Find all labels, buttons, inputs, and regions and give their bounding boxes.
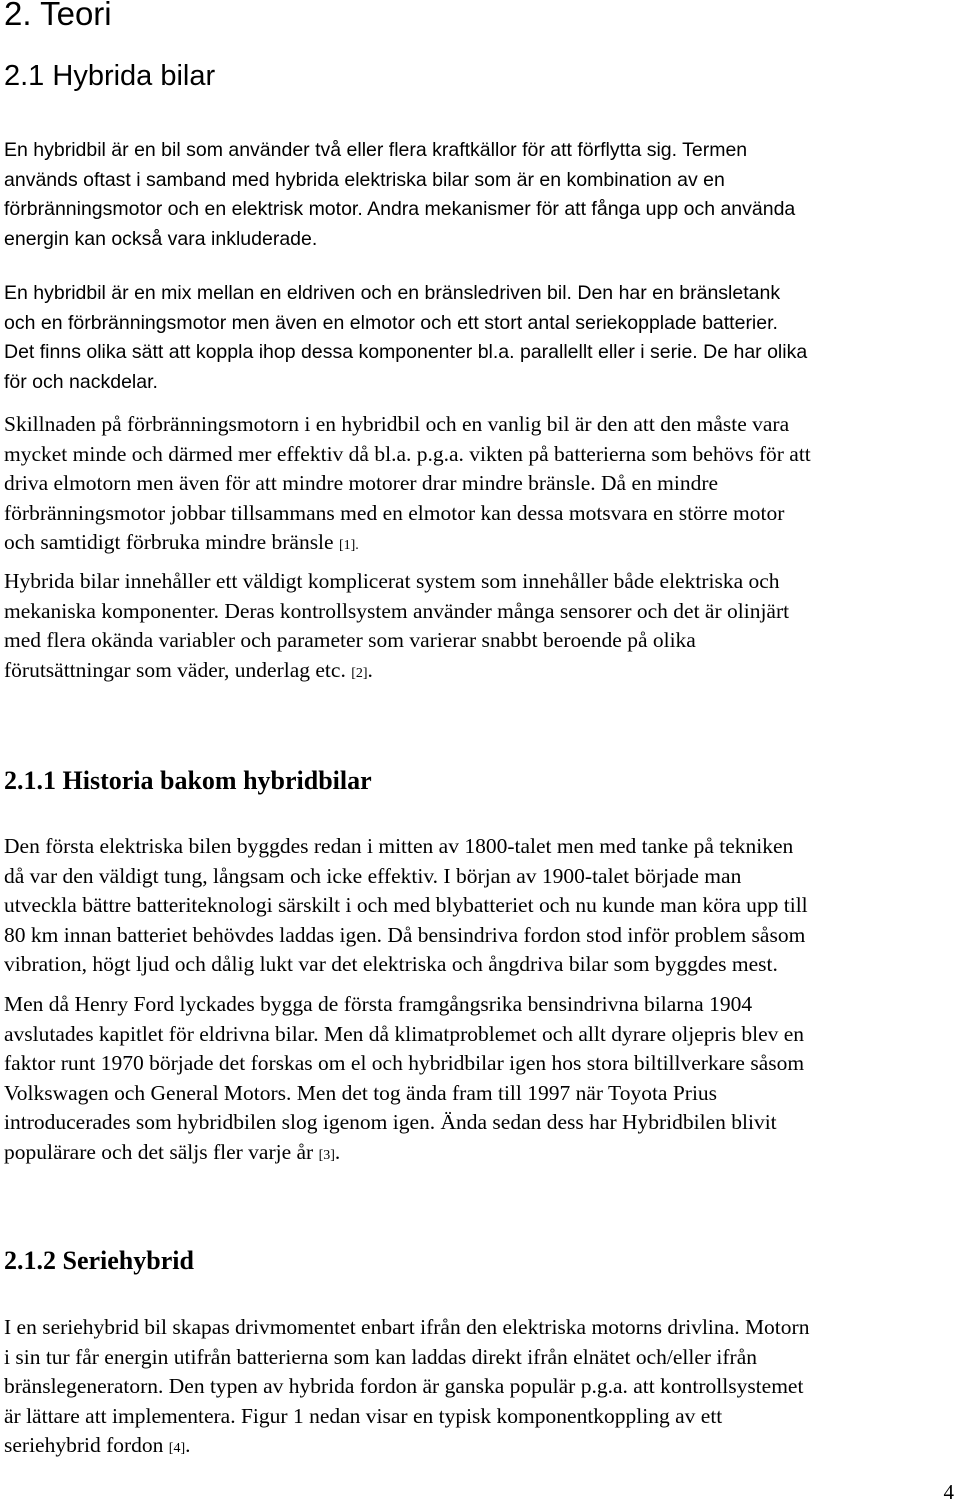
subsection-heading-series: 2.1.2 Seriehybrid	[4, 1246, 194, 1275]
text-line: förbränningsmotor jobbar tillsammans med en elmotor kan dessa motsvara en större motor	[4, 500, 785, 525]
text-line	[4, 1431, 954, 1461]
intro-paragraph-2	[4, 279, 954, 397]
text-line: 80 km innan batteriet behövdes laddas igen. Då bensindriva fordon stod inför problem såsom	[4, 922, 806, 947]
text-line: mycket minde och därmed mer effektiv då bl.a. p.g.a. vikten på batterierna som behövs för att	[4, 441, 811, 466]
text-line: Volkswagen och General Motors. Men det tog ända fram till 1997 när Toyota Prius	[4, 1080, 718, 1105]
text-line: energin kan också vara inkluderade.	[4, 227, 318, 250]
text-line: Det finns olika sätt att koppla ihop dessa komponenter bl.a. parallellt eller i serie. De har olika	[4, 341, 808, 363]
text-line: Hybrida bilar innehåller ett väldigt komplicerat system som innehåller både elektriska och	[4, 569, 780, 593]
line-text: och samtidigt förbruka mindre bränsle	[4, 530, 334, 554]
text-line: bränslegeneratorn. Den typen av hybrida fordon är ganska populär p.g.a. att kontrollsystemet	[4, 1374, 804, 1398]
line-text: förutsättningar som väder, underlag etc.	[4, 657, 346, 682]
citation-ref: [3]	[318, 1147, 335, 1163]
intro-paragraph-3	[4, 410, 954, 558]
line-text: populärare och det säljs fler varje år	[4, 1139, 314, 1164]
text-line: och en förbränningsmotor men även en elmotor och ett stort antal seriekopplade batterier.	[4, 311, 778, 334]
text-line: används oftast i samband med hybrida elektriska bilar som är en kombination av en	[4, 168, 725, 191]
series-paragraph-1	[4, 1313, 954, 1461]
text-line: En hybridbil är en bil som använder två eller flera kraftkällor för att förflytta sig. Termen	[4, 139, 748, 161]
text-line: Den första elektriska bilen byggdes redan i mitten av 1800-talet men med tanke på tekniken	[4, 834, 794, 858]
line-text: seriehybrid fordon	[4, 1433, 164, 1457]
text-line	[4, 528, 954, 558]
text-line: är lättare att implementera. Figur 1 nedan visar en typisk komponentkoppling av ett	[4, 1403, 723, 1428]
section-heading: 2.1 Hybrida bilar	[4, 60, 216, 92]
intro-paragraph-4	[4, 567, 954, 685]
text-line: I en seriehybrid bil skapas drivmomentet enbart ifrån den elektriska motorns drivlina. Motorn	[4, 1315, 810, 1339]
chapter-heading: 2. Teori	[4, 0, 112, 32]
history-paragraph-1	[4, 832, 954, 980]
text-line: driva elmotorn men även för att mindre motorer drar mindre bränsle. Då en mindre	[4, 471, 719, 495]
text-line: faktor runt 1970 började det forskas om el och hybridbilar igen hos stora biltillverkare såsom	[4, 1051, 805, 1075]
line-tail: .	[334, 1139, 341, 1164]
subsection-heading-history: 2.1.1 Historia bakom hybridbilar	[4, 766, 372, 795]
text-line: Men då Henry Ford lyckades bygga de första framgångsrika bensindrivna bilarna 1904	[4, 992, 753, 1016]
text-line: introducerades som hybridbilen slog igenom igen. Ända sedan dess har Hybridbilen blivit	[4, 1110, 777, 1134]
text-line: då var den väldigt tung, långsam och icke effektiv. I början av 1900-talet började man	[4, 863, 742, 888]
text-line: utveckla bättre batteriteknologi särskilt i och med blybatteriet och nu kunde man köra upp till	[4, 893, 808, 917]
citation-ref: [2]	[351, 665, 368, 681]
line-tail: .	[367, 657, 373, 682]
line-tail: .	[185, 1433, 191, 1457]
text-line: med flera okända variabler och parameter som varierar snabbt beroende på olika	[4, 628, 696, 652]
text-line: i sin tur får energin utifrån batterierna som kan laddas direkt ifrån elnätet och/eller ifrån	[4, 1344, 757, 1369]
text-line: Skillnaden på förbränningsmotorn i en hybridbil och en vanlig bil är den att den måste vara	[4, 412, 790, 436]
page-number: 4	[943, 1480, 954, 1504]
text-line: förbränningsmotor och en elektrisk motor. Andra mekanismer för att fånga upp och använda	[4, 198, 796, 220]
text-line: för och nackdelar.	[4, 370, 158, 393]
text-line: avslutades kapitlet för eldrivna bilar. Men då klimatproblemet och allt dyrare oljepris blev en	[4, 1021, 805, 1046]
citation-ref: [4]	[168, 1441, 186, 1456]
intro-paragraph-1	[4, 136, 954, 254]
text-line: vibration, högt ljud och dålig lukt var det elektriska och ångdriva bilar som byggdes mest.	[4, 952, 778, 976]
history-paragraph-2	[4, 990, 954, 1167]
text-line	[4, 656, 954, 686]
text-line: mekaniska komponenter. Deras kontrollsystem använder många sensorer och det är olinjärt	[4, 598, 790, 623]
citation-ref: [1].	[338, 538, 359, 553]
text-line	[4, 1138, 954, 1168]
text-line: En hybridbil är en mix mellan en eldriven och en bränsledriven bil. Den har en bränsletank	[4, 282, 781, 304]
